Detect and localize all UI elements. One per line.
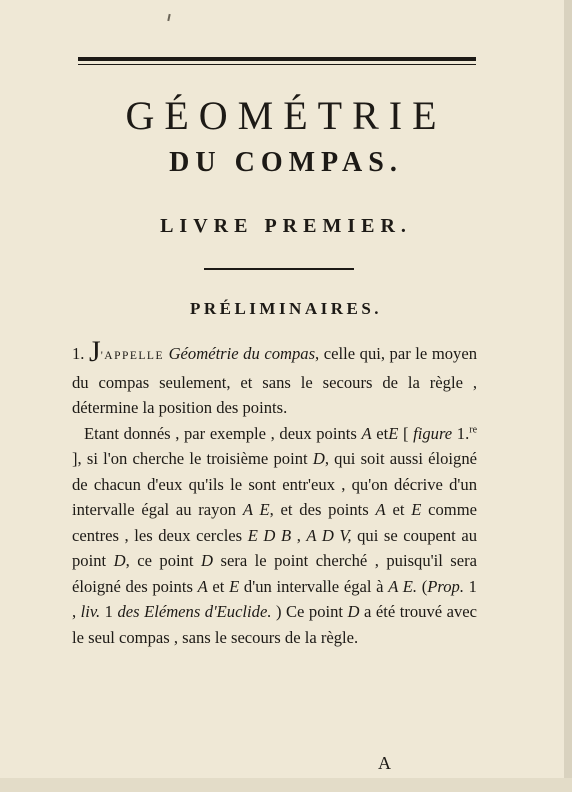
smallcaps-word: 'APPELLE (100, 350, 164, 362)
figure-superscript: re (469, 423, 478, 435)
page-mark (167, 14, 170, 21)
point-label: E (411, 500, 422, 519)
text-run: et (212, 576, 225, 596)
drop-cap: J (89, 335, 101, 368)
text-run: sera le point cherché , puisqu'il sera éloigné des points (72, 551, 478, 596)
body-text (72, 335, 478, 650)
text-run: ], si l'on cherche le troisième point (72, 449, 308, 468)
text-run: 1 , (72, 576, 477, 621)
signature-mark: A (378, 753, 391, 773)
text-run: ) Ce point (275, 602, 344, 621)
circle-label: E D B (247, 525, 292, 545)
segment-label: A E (242, 500, 270, 519)
text-run: , qui soit aussi éloigné de chacun d'eux qu'ils le sont entr'eux , qu'on décrive d'un intervalle égal au rayon (72, 449, 478, 519)
section-heading: PRÉLIMINAIRES. (189, 299, 383, 318)
divider-rule (204, 268, 354, 270)
top-double-rule (78, 57, 476, 65)
text-run: comme centres , les deux cercles (72, 500, 477, 545)
text-run: a été trouvé avec le seul compas , sans le secours de la règle. (72, 602, 477, 647)
point-label: D (113, 551, 126, 570)
point-label: E (229, 576, 240, 596)
text-run: , (296, 525, 301, 545)
point-label: D (312, 449, 325, 468)
book-reference: liv. (80, 602, 101, 621)
book-heading: LIVRE PREMIER. (160, 215, 412, 237)
point-label: A (375, 500, 386, 519)
page-subtitle: DU COMPAS. (169, 147, 403, 178)
text-run: et (392, 500, 405, 519)
paragraph-1 (72, 335, 478, 421)
point-label: A (197, 576, 208, 596)
segment-label: A E. (388, 576, 418, 596)
point-label: D (347, 602, 360, 621)
proposition-reference: Prop. (427, 576, 464, 596)
paragraph-1-text: , celle qui, par le moyen du compas seulement, et sans le secours de la règle , détermine la position des points. (72, 344, 478, 417)
text-run: [ (402, 423, 409, 443)
text-run: qui se coupent au point (72, 525, 478, 570)
paragraph-number: 1. (72, 344, 85, 363)
text-run: , ce point (125, 551, 194, 570)
page-title: GÉOMÉTRIE (125, 93, 447, 138)
figure-reference: figure (413, 423, 453, 443)
point-label: D (201, 551, 213, 570)
page-bottom-edge (0, 778, 572, 792)
text-run: 1 (104, 602, 113, 621)
defined-term: Géométrie du compas (168, 344, 316, 363)
paragraph-2 (72, 421, 477, 651)
point-label: E (388, 423, 399, 443)
text-run: Etant donnés , par exemple , deux points (84, 423, 357, 443)
figure-number: 1. (456, 423, 470, 443)
text-run: ( (421, 576, 428, 596)
text-run: et (376, 423, 389, 443)
point-label: A (361, 423, 372, 443)
circle-label: A D V, (306, 525, 352, 545)
work-title: des Elémens d'Euclide. (117, 602, 272, 621)
text-run: d'un intervalle égal à (243, 576, 384, 596)
text-run: , et des points (269, 500, 369, 519)
